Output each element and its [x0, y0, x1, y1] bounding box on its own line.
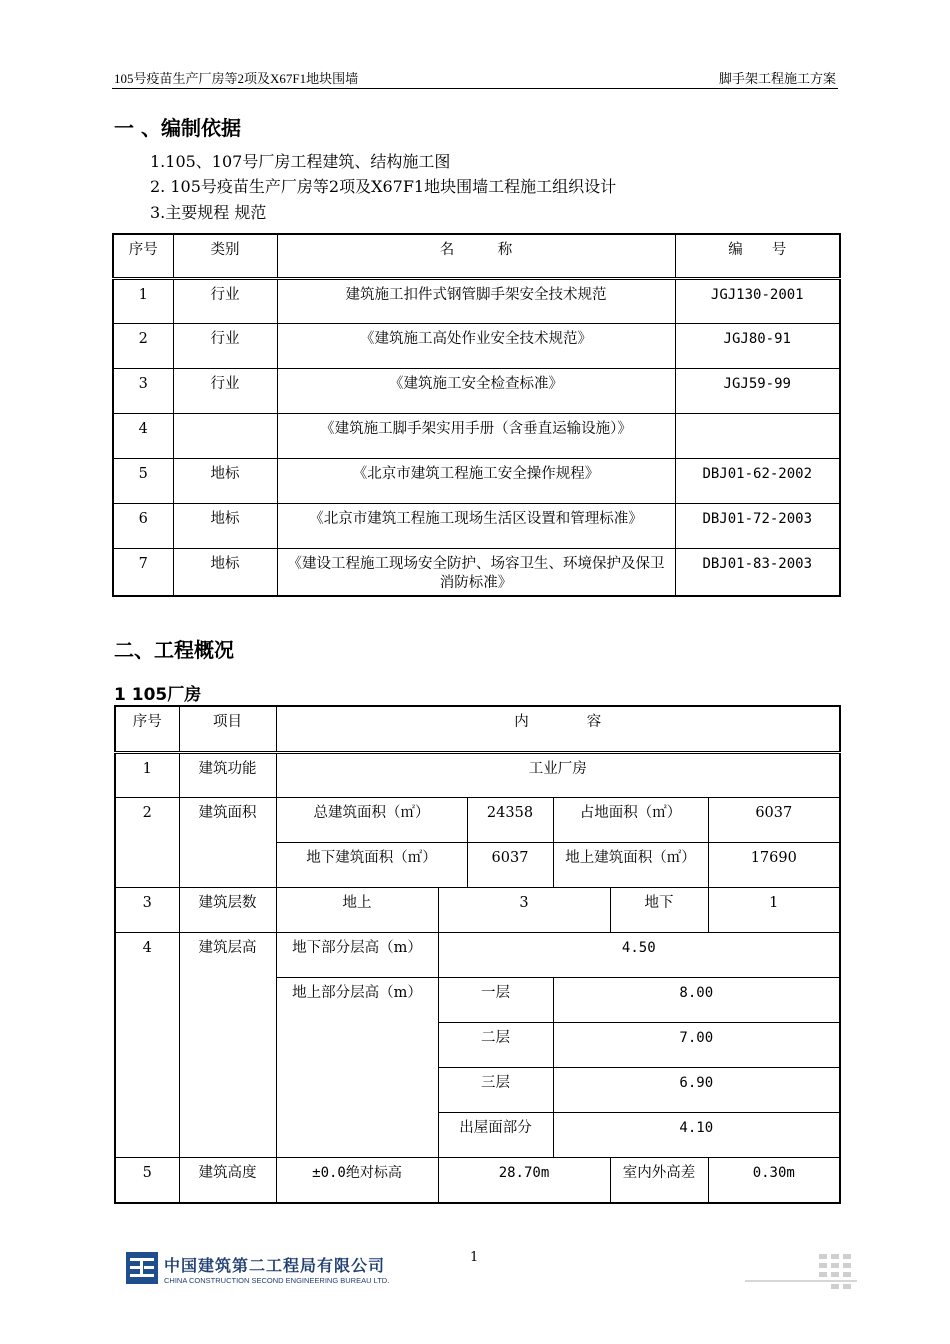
subsection-title: 1 105厂房: [114, 685, 202, 705]
cell-name: 《北京市建筑工程施工现场生活区设置和管理标准》: [277, 503, 675, 548]
cell-no: 5: [113, 458, 173, 503]
cell-label: 室内外高差: [610, 1157, 708, 1203]
cell-code: JGJ130-2001: [675, 278, 840, 323]
col-header-content: 内 容: [276, 706, 840, 752]
cell-label: 地上: [276, 887, 438, 932]
cell-label: 地下部分层高（m）: [276, 932, 438, 977]
cell-category: [173, 413, 277, 458]
cell-name: 《建筑施工脚手架实用手册（含垂直运输设施）》: [277, 413, 675, 458]
page-header: [112, 66, 838, 89]
cell-category: 地标: [173, 458, 277, 503]
cell-no: 4: [115, 932, 179, 1157]
table-row: [113, 413, 840, 458]
company-logo-icon: [126, 1252, 158, 1284]
col-header-name: 名 称: [277, 234, 675, 278]
table-row: [113, 323, 840, 368]
cell-item: 建筑面积: [179, 797, 276, 887]
col-header-code: 编 号: [675, 234, 840, 278]
cell-item: 建筑层数: [179, 887, 276, 932]
company-name: 中国建筑第二工程局有限公司: [164, 1256, 386, 1275]
cell-value: 工业厂房: [276, 752, 840, 797]
cell-name: 《建设工程施工现场安全防护、场容卫生、环境保护及保卫消防标准》: [277, 548, 675, 596]
cell-name: 《北京市建筑工程施工安全操作规程》: [277, 458, 675, 503]
table-row: [113, 458, 840, 503]
col-header-no: 序号: [115, 706, 179, 752]
cell-code: DBJ01-72-2003: [675, 503, 840, 548]
header-project: 105号疫苗生产厂房等2项及X67F1地块围墙: [114, 71, 359, 86]
basis-item: 2. 105号疫苗生产厂房等2项及X67F1地块围墙工程施工组织设计: [150, 177, 617, 196]
cell-code: [675, 413, 840, 458]
table-row: [115, 797, 840, 842]
cell-no: 2: [113, 323, 173, 368]
cell-value: 6037: [467, 842, 553, 887]
section-title-overview: 二、工程概况: [114, 638, 234, 662]
table-row: [113, 278, 840, 323]
col-header-category: 类别: [173, 234, 277, 278]
cell-value: 3: [438, 887, 610, 932]
table-row: [113, 548, 840, 596]
cell-label: 地下: [610, 887, 708, 932]
cell-code: JGJ80-91: [675, 323, 840, 368]
cell-no: 5: [115, 1157, 179, 1203]
standards-table: [112, 233, 841, 597]
cell-no: 6: [113, 503, 173, 548]
table-header-row: [115, 706, 840, 752]
cell-no: 2: [115, 797, 179, 887]
cell-label: 占地面积（㎡）: [553, 797, 708, 842]
col-header-item: 项目: [179, 706, 276, 752]
cell-category: 地标: [173, 503, 277, 548]
cell-name: 《建筑施工安全检查标准》: [277, 368, 675, 413]
cell-code: DBJ01-83-2003: [675, 548, 840, 596]
basis-item: 3.主要规程 规范: [150, 203, 267, 222]
cell-value: 4.50: [438, 932, 840, 977]
cell-value: 7.00: [553, 1022, 840, 1067]
cell-value: 28.70m: [438, 1157, 610, 1203]
table-row: [115, 752, 840, 797]
overview-table: [114, 705, 841, 1204]
table-row: [113, 503, 840, 548]
cell-category: 行业: [173, 278, 277, 323]
header-doc-title: 脚手架工程施工方案: [718, 71, 836, 86]
cell-item: 建筑功能: [179, 752, 276, 797]
cell-code: JGJ59-99: [675, 368, 840, 413]
table-row: [115, 1157, 840, 1203]
cell-no: 4: [113, 413, 173, 458]
cell-value: 4.10: [553, 1112, 840, 1157]
cell-code: DBJ01-62-2002: [675, 458, 840, 503]
table-row: [113, 368, 840, 413]
table-row: [115, 887, 840, 932]
cell-value: 6.90: [553, 1067, 840, 1112]
cell-no: 3: [115, 887, 179, 932]
cell-category: 行业: [173, 323, 277, 368]
cell-label: 地上建筑面积（㎡）: [553, 842, 708, 887]
cell-no: 3: [113, 368, 173, 413]
cell-no: 1: [115, 752, 179, 797]
cell-value: 0.30m: [708, 1157, 840, 1203]
basis-item: 1.105、107号厂房工程建筑、结构施工图: [150, 152, 451, 171]
cell-name: 《建筑施工高处作业安全技术规范》: [277, 323, 675, 368]
cell-value: 17690: [708, 842, 840, 887]
cell-floor: 出屋面部分: [438, 1112, 553, 1157]
cell-name: 建筑施工扣件式钢管脚手架安全技术规范: [277, 278, 675, 323]
cell-value: 1: [708, 887, 840, 932]
cell-no: 7: [113, 548, 173, 596]
cell-value: 6037: [708, 797, 840, 842]
footer-decoration-icon: [745, 1250, 857, 1290]
cell-floor: 一层: [438, 977, 553, 1022]
col-header-no: 序号: [113, 234, 173, 278]
page-number: 1: [470, 1250, 479, 1265]
cell-category: 行业: [173, 368, 277, 413]
table-header-row: [113, 234, 840, 278]
cell-item: 建筑高度: [179, 1157, 276, 1203]
section-title-basis: 一 、编制依据: [114, 116, 241, 140]
cell-label: 地下建筑面积（㎡）: [276, 842, 467, 887]
company-name-en: CHINA CONSTRUCTION SECOND ENGINEERING BUREAU LTD.: [164, 1276, 390, 1285]
cell-label: ±0.0绝对标高: [276, 1157, 438, 1203]
cell-no: 1: [113, 278, 173, 323]
cell-label: 地上部分层高（m）: [276, 977, 438, 1157]
cell-value: 8.00: [553, 977, 840, 1022]
cell-category: 地标: [173, 548, 277, 596]
table-row: [115, 932, 840, 977]
cell-label: 总建筑面积（㎡）: [276, 797, 467, 842]
cell-value: 24358: [467, 797, 553, 842]
cell-item: 建筑层高: [179, 932, 276, 1157]
cell-floor: 二层: [438, 1022, 553, 1067]
cell-floor: 三层: [438, 1067, 553, 1112]
